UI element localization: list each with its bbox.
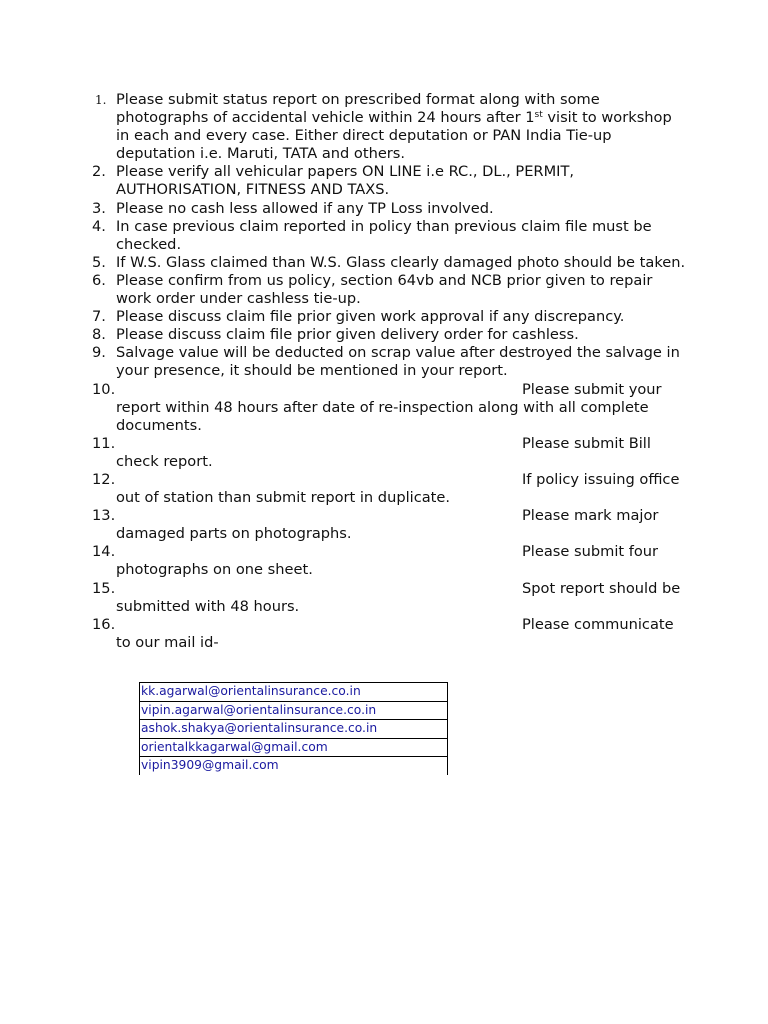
table-row [140,701,448,720]
list-item [92,381,692,435]
table-row [140,683,448,702]
list-item [92,435,692,471]
item-text: visit to workshop [542,109,672,127]
list-item [92,200,692,218]
item-text: deputation i.e. Maruti, TATA and others. [116,145,406,163]
item-number: 2. [92,163,106,181]
item-number: 9. [92,344,106,362]
list-item [92,272,692,308]
item-text: submitted with 48 hours. [116,597,300,615]
list-item [92,580,692,616]
list-item [92,507,692,543]
email-link[interactable]: kk.agarwal@orientalinsurance.co.in [140,683,448,702]
list-item [92,218,692,254]
item-text: in each and every case. Either direct deputation or PAN India Tie-up [116,127,612,145]
item-number: 5. [92,253,106,271]
table-row [140,757,448,775]
list-item [92,308,692,326]
item-number: 13. [92,507,116,525]
item-text: If W.S. Glass claimed than W.S. Glass clearly damaged photo should be taken. [116,253,686,271]
item-text: photographs on one sheet. [116,561,313,579]
item-number: 11. [92,434,116,452]
item-text: Spot report should be [522,579,681,597]
item-number: 6. [92,271,106,289]
item-number: 1. [95,93,107,107]
list-item [92,326,692,344]
item-text: Please submit Bill [522,434,651,452]
instruction-list [92,91,692,652]
item-text: Please discuss claim file prior given work approval if any discrepancy. [116,308,625,326]
email-table [139,682,448,775]
item-text: damaged parts on photographs. [116,525,352,543]
item-text: In case previous claim reported in policy than previous claim file must be checked. [116,217,652,253]
item-text: Salvage value will be deducted on scrap value after destroyed the salvage in your presence, it should be mentioned in your report. [116,344,680,380]
item-number: 15. [92,579,116,597]
item-text: Please submit four [522,543,659,561]
item-text: Please verify all vehicular papers ON LINE i.e RC., DL., PERMIT, AUTHORISATION, FITNESS AND TAXS. [116,163,575,199]
list-item [92,254,692,272]
email-link[interactable]: vipin3909@gmail.com [140,757,448,775]
item-text: out of station than submit report in duplicate. [116,489,451,507]
item-text: report within 48 hours after date of re-inspection along with all complete documents. [116,398,649,434]
list-item [92,471,692,507]
item-text: Please no cash less allowed if any TP Loss involved. [116,199,494,217]
item-text: Please submit status report on prescribed format along with some [116,91,600,108]
table-row [140,738,448,757]
list-item [92,344,692,380]
item-number: 4. [92,217,106,235]
item-text: to our mail id- [116,633,219,651]
item-number: 14. [92,543,116,561]
item-text: photographs of accidental vehicle within 24 hours after 1 [116,109,535,127]
item-number: 7. [92,308,106,326]
email-link[interactable]: ashok.shakya@orientalinsurance.co.in [140,720,448,739]
list-item [92,543,692,579]
list-item [92,91,692,163]
superscript: st [534,110,543,121]
item-number: 3. [92,199,106,217]
list-item [92,616,692,652]
item-text: check report. [116,452,213,470]
item-number: 8. [92,326,106,344]
item-text: Please discuss claim file prior given delivery order for cashless. [116,326,579,344]
item-text: Please confirm from us policy, section 64vb and NCB prior given to repair work order under cashless tie-up. [116,271,653,308]
item-number: 16. [92,615,116,633]
item-text: Please communicate [522,615,674,633]
list-item [92,163,692,199]
item-number: 12. [92,470,116,488]
item-text: Please submit your [522,380,662,398]
email-link[interactable]: vipin.agarwal@orientalinsurance.co.in [140,701,448,720]
item-text: If policy issuing office [522,470,680,488]
item-number: 10. [92,380,116,398]
email-link[interactable]: orientalkkagarwal@gmail.com [140,738,448,757]
table-row [140,720,448,739]
item-text: Please mark major [522,507,659,525]
